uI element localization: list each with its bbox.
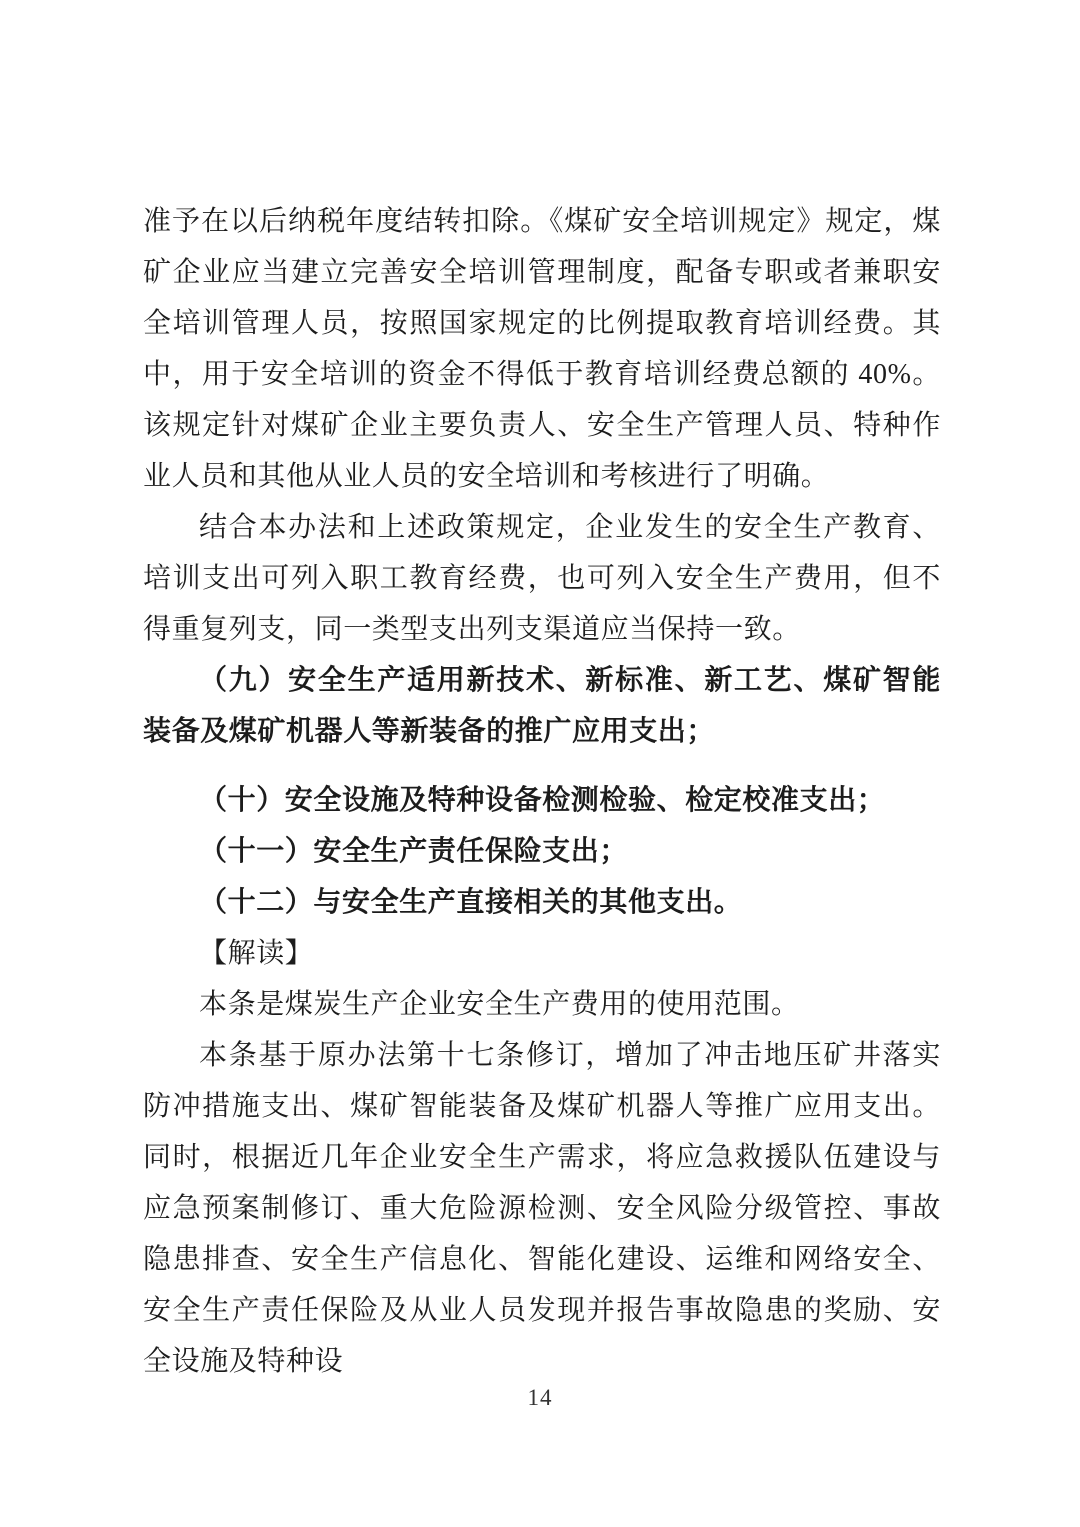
- para-scope-statement: 本条是煤炭生产企业安全生产费用的使用范围。: [199, 989, 800, 1020]
- para-item-eleven: （十一）安全生产责任保险支出；: [199, 836, 629, 867]
- para-item-nine: （九）安全生产适用新技术、新标准、新工艺、煤矿智能装备及煤矿机器人等新装备的推广应用支出；: [143, 665, 941, 747]
- para-interpretation-heading: 【解读】: [199, 938, 314, 969]
- page-body: [143, 196, 941, 1387]
- para-item-twelve: （十二）与安全生产直接相关的其他支出。: [199, 887, 743, 918]
- para-item-ten: （十）安全设施及特种设备检测检验、检定校准支出；: [199, 785, 886, 816]
- page-number: 14: [527, 1385, 553, 1410]
- para-training-regulation-continued: 准予在以后纳税年度结转扣除。《煤矿安全培训规定》规定，煤矿企业应当建立完善安全培训管理制度，配备专职或者兼职安全培训管理人员，按照国家规定的比例提取教育培训经费。其中，用于安全培训的资金不得低于教育培训经费总额的 40%。该规定针对煤矿企业主要负责人、安全生产管理人员、特种作业人员和其他从业人员的安全培训和考核进行了明确。: [143, 206, 941, 492]
- para-policy-combination: 结合本办法和上述政策规定，企业发生的安全生产教育、培训支出可列入职工教育经费，也可列入安全生产费用，但不得重复列支，同一类型支出列支渠道应当保持一致。: [143, 512, 941, 645]
- para-revision-explanation: 本条基于原办法第十七条修订，增加了冲击地压矿井落实防冲措施支出、煤矿智能装备及煤矿机器人等推广应用支出。同时，根据近几年企业安全生产需求，将应急救援队伍建设与应急预案制修订、重大危险源检测、安全风险分级管控、事故隐患排查、安全生产信息化、智能化建设、运维和网络安全、安全生产责任保险及从业人员发现并报告事故隐患的奖励、安全设施及特种设: [143, 1040, 941, 1377]
